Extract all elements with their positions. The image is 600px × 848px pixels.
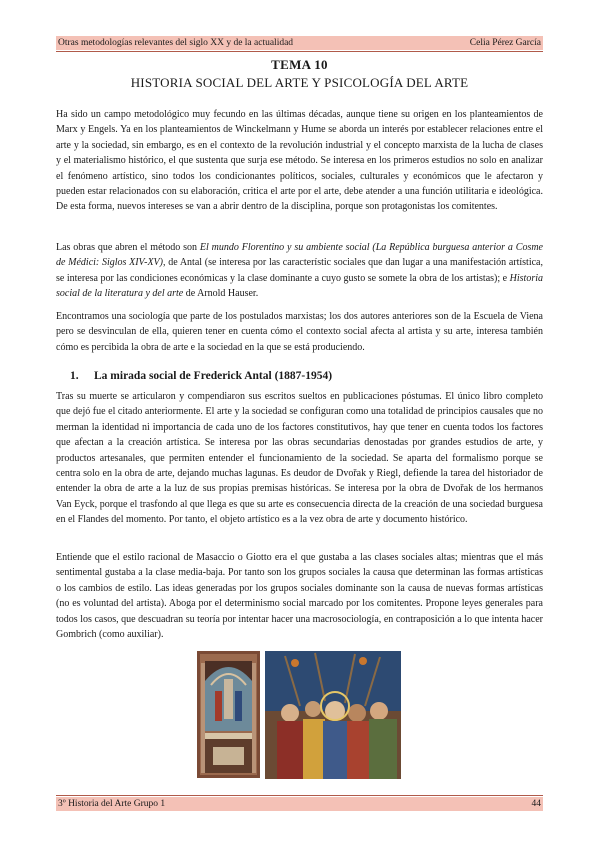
- hauser-book-title: Historia social de la literatura y del arte: [56, 272, 543, 300]
- page-header: [56, 36, 543, 50]
- header-author: Celia Pérez García: [469, 38, 541, 48]
- page-number: 44: [531, 799, 541, 809]
- fresco-image-kiss-of-judas: [265, 651, 401, 779]
- fresco-image-trinity: [197, 651, 260, 778]
- chapter-number: TEMA 10: [271, 57, 328, 72]
- section-number: 1.: [70, 370, 79, 382]
- chapter-title: HISTORIA SOCIAL DEL ARTE Y PSICOLOGÍA DEL ARTE: [130, 75, 469, 90]
- section-title: La mirada social de Frederick Antal (1887-1954): [94, 370, 333, 382]
- footer-rule: [56, 795, 543, 796]
- antal-paragraph-2: Entiende que el estilo racional de Masaccio o Giotto era el que gustaba a las clases sociales altas; mientras que el más sentimental gustaba a la clase media-baja. Por tanto son los grupos sociales la causa que determinan las formas artísticas o los cambios de estilo. Las ideas generadas por los grupos sociales dominante son la causa de nuevas formas artísticas (no es voluntad del artista). Aboga por el determinismo social marcado por los comitentes. Propone leyes generales para todos los casos, que descuadran su teoría por intentar hacer una macrosociología, en contraposición a lo que intenta hacer Gombrich (como auxiliar).: [56, 552, 543, 641]
- intro-paragraph: Ha sido un campo metodológico muy fecundo en las últimas décadas, aunque tiene su origen en los planteamientos de Marx y Engels. Ya en los planteamientos de Winckelmann y Hume se aborda un interés por establecer relaciones entre el arte y la sociedad, sin embargo, es en el contexto de la revolución industrial y el concepto marxista de la lucha de clases y el materialismo histórico, el que sustenta que surja ese método. Se interesa en los primeros estudios no solo en analizar el fenómeno artístico, sino todos los condicionantes políticos, sociales, culturales y económicos que le afectaron y pueden estar relacionados con su elaboración, critica el arte por el arte, debe atender a una función utilitaria e ideológica. De esta forma, nuevos intereses se van a abrir dentro de la disciplina, porque son protagonistas los comitentes.: [56, 109, 543, 213]
- header-course-title: Otras metodologías relevantes del siglo XX y de la actualidad: [58, 38, 294, 48]
- header-rule: [56, 51, 543, 52]
- antal-book-title: El mundo Florentino y su ambiente social (La República burguesa anterior a Cosme de Médici: Siglos XIV-XV): [56, 242, 543, 269]
- section-heading-antal: [70, 370, 332, 382]
- sociology-paragraph: Encontramos una sociología que parte de los postulados marxistas; los dos autores anteriores son de la Escuela de Viena pero se desvinculan de ella, quieren tener en cuenta cómo el contexto social afecta al artista y su arte, interesa también cómo es percibida la obra de arte e la sociedad en la que se está produciendo.: [56, 311, 543, 353]
- works-text-1: Las obras que abren el método son: [56, 242, 200, 253]
- works-text-2: , de Antal (se interesa por las característic sociales que dan lugar a una manifestación artística, se interesa por las condiciones económicas y la clase dominante a cuyo gusto se somete la obra de los artistas); e: [56, 257, 543, 284]
- works-paragraph: [56, 240, 543, 302]
- antal-paragraph-1: Tras su muerte se articularon y compendiaron sus escritos sueltos en publicaciones póstumas. El único libro completo que dejó fue el citado anteriormente. El arte y la sociedad se configuran como una totalidad de principios causales que no merman la identidad ni importancia de cada uno de los factores constitutivos, hay que tener en cuenta todos los factores que afectan a la creación artística. Se interesa por las obras secundarias denostadas por grandes estudios de arte, y productos artesanales, que permiten entender el funcionamiento de la sociedad. Se aparta del formalismo porque se centra solo en la obra de arte, dejando muchas lagunas. Es deudor de Dvořak y Riegl, defiende la tarea del historiador de entender la obra de arte a la luz de sus propias premisas históricas. Se interesa por la obra de Dvořak de los hermanos Van Eyck, porque el trasfondo al que llega es que su arte es consecuencia directa de la creación de una sociedad burguesa en el Flandes del momento. Por tanto, el objeto artístico es a la vez obra de arte y documento histórico.: [56, 391, 543, 526]
- footer-course: 3º Historia del Arte Grupo 1: [58, 799, 166, 809]
- works-text-3: de Arnold Hauser.: [183, 288, 259, 300]
- page-footer: [56, 797, 543, 811]
- title-block: [56, 57, 543, 91]
